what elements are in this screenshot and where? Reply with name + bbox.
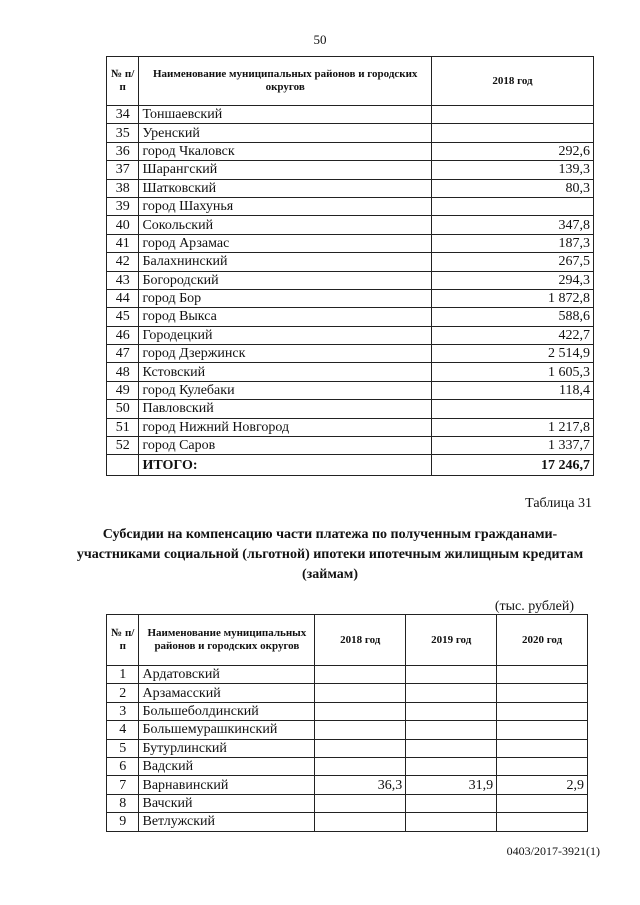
header-number: № п/п bbox=[107, 615, 139, 666]
value-2019 bbox=[406, 721, 497, 739]
row-number: 52 bbox=[107, 437, 139, 455]
value-2018: 422,7 bbox=[431, 326, 593, 344]
header-number: № п/п bbox=[107, 57, 139, 106]
value-2018 bbox=[431, 124, 593, 142]
municipality-name: Большемурашкинский bbox=[139, 721, 315, 739]
row-number: 38 bbox=[107, 179, 139, 197]
value-2018: 1 605,3 bbox=[431, 363, 593, 381]
municipality-name: Богородский bbox=[139, 271, 432, 289]
table-row bbox=[107, 197, 594, 215]
municipality-name: Шарангский bbox=[139, 161, 432, 179]
table-title: Субсидии на компенсацию части платежа по полученным гражданами-участниками социальной (льготной) ипотеки ипотечным жилищным кредитам (займам) bbox=[76, 527, 584, 582]
value-2020 bbox=[497, 721, 588, 739]
row-number: 40 bbox=[107, 216, 139, 234]
row-number: 8 bbox=[107, 794, 139, 812]
document-code: 0403/2017-3921(1) bbox=[506, 844, 600, 858]
row-number: 5 bbox=[107, 739, 139, 757]
page-number: 50 bbox=[313, 32, 327, 47]
table-row bbox=[107, 289, 594, 307]
table-row bbox=[107, 702, 588, 720]
table-row bbox=[107, 776, 588, 794]
row-number: 3 bbox=[107, 702, 139, 720]
row-number: 41 bbox=[107, 234, 139, 252]
municipality-name: Ардатовский bbox=[139, 666, 315, 684]
value-2018 bbox=[315, 739, 406, 757]
municipality-name: город Кулебаки bbox=[139, 381, 432, 399]
value-2018: 292,6 bbox=[431, 142, 593, 160]
value-2020 bbox=[497, 739, 588, 757]
municipality-name: Варнавинский bbox=[139, 776, 315, 794]
municipality-name: город Дзержинск bbox=[139, 345, 432, 363]
municipality-name: Бутурлинский bbox=[139, 739, 315, 757]
value-2020 bbox=[497, 794, 588, 812]
municipality-name: Павловский bbox=[139, 400, 432, 418]
municipality-name: Балахнинский bbox=[139, 253, 432, 271]
value-2018: 347,8 bbox=[431, 216, 593, 234]
municipality-name: город Саров bbox=[139, 437, 432, 455]
municipality-name: Городецкий bbox=[139, 326, 432, 344]
value-2018: 2 514,9 bbox=[431, 345, 593, 363]
municipality-name: город Выкса bbox=[139, 308, 432, 326]
header-year-2018: 2018 год bbox=[315, 615, 406, 666]
row-number: 44 bbox=[107, 289, 139, 307]
header-year-2018: 2018 год bbox=[431, 57, 593, 106]
table-row bbox=[107, 418, 594, 436]
row-number: 50 bbox=[107, 400, 139, 418]
municipality-name: Уренский bbox=[139, 124, 432, 142]
row-number: 6 bbox=[107, 757, 139, 775]
table-row bbox=[107, 179, 594, 197]
header-municipality: Наименование муниципальных районов и городских округов bbox=[139, 615, 315, 666]
header-year-2020: 2020 год bbox=[497, 615, 588, 666]
table-row bbox=[107, 124, 594, 142]
value-2018 bbox=[315, 813, 406, 831]
value-2018 bbox=[315, 757, 406, 775]
table-row bbox=[107, 813, 588, 831]
value-2020 bbox=[497, 666, 588, 684]
municipality-name: город Шахунья bbox=[139, 197, 432, 215]
header-year-2019: 2019 год bbox=[406, 615, 497, 666]
row-number: 35 bbox=[107, 124, 139, 142]
table-row bbox=[107, 106, 594, 124]
value-2019 bbox=[406, 757, 497, 775]
value-2019: 31,9 bbox=[406, 776, 497, 794]
table-row bbox=[107, 308, 594, 326]
value-2018 bbox=[315, 666, 406, 684]
municipality-name: Арзамасский bbox=[139, 684, 315, 702]
total-label: ИТОГО: bbox=[139, 455, 432, 476]
header-municipality: Наименование муниципальных районов и городских округов bbox=[139, 57, 432, 106]
value-2018 bbox=[315, 702, 406, 720]
subsidies-table-2018 bbox=[106, 56, 594, 476]
table-header-row bbox=[107, 615, 588, 666]
row-number: 36 bbox=[107, 142, 139, 160]
mortgage-subsidies-table bbox=[106, 614, 588, 832]
municipality-name: город Бор bbox=[139, 289, 432, 307]
total-value: 17 246,7 bbox=[431, 455, 593, 476]
value-2019 bbox=[406, 813, 497, 831]
municipality-name: Кстовский bbox=[139, 363, 432, 381]
value-2019 bbox=[406, 739, 497, 757]
value-2018 bbox=[315, 794, 406, 812]
row-number: 46 bbox=[107, 326, 139, 344]
table-row bbox=[107, 253, 594, 271]
table-row bbox=[107, 739, 588, 757]
value-2018: 1 217,8 bbox=[431, 418, 593, 436]
value-2019 bbox=[406, 666, 497, 684]
total-row bbox=[107, 455, 594, 476]
row-number: 2 bbox=[107, 684, 139, 702]
table-row bbox=[107, 326, 594, 344]
table-row bbox=[107, 381, 594, 399]
municipality-name: Вачский bbox=[139, 794, 315, 812]
municipality-name: Сокольский bbox=[139, 216, 432, 234]
municipality-name: город Арзамас bbox=[139, 234, 432, 252]
value-2018: 118,4 bbox=[431, 381, 593, 399]
row-number: 34 bbox=[107, 106, 139, 124]
value-2018: 267,5 bbox=[431, 253, 593, 271]
value-2018: 294,3 bbox=[431, 271, 593, 289]
table-row bbox=[107, 345, 594, 363]
value-2020 bbox=[497, 757, 588, 775]
row-number: 7 bbox=[107, 776, 139, 794]
table-row bbox=[107, 363, 594, 381]
municipality-name: Тоншаевский bbox=[139, 106, 432, 124]
row-number: 43 bbox=[107, 271, 139, 289]
value-2020 bbox=[497, 813, 588, 831]
row-number: 51 bbox=[107, 418, 139, 436]
value-2018 bbox=[431, 197, 593, 215]
value-2019 bbox=[406, 684, 497, 702]
row-number: 4 bbox=[107, 721, 139, 739]
table-body bbox=[107, 666, 588, 832]
table-row bbox=[107, 794, 588, 812]
value-2020: 2,9 bbox=[497, 776, 588, 794]
row-number: 37 bbox=[107, 161, 139, 179]
value-2019 bbox=[406, 702, 497, 720]
value-2018: 1 337,7 bbox=[431, 437, 593, 455]
table-row bbox=[107, 684, 588, 702]
municipality-name: город Чкаловск bbox=[139, 142, 432, 160]
municipality-name: Шатковский bbox=[139, 179, 432, 197]
table-row bbox=[107, 666, 588, 684]
row-number: 9 bbox=[107, 813, 139, 831]
municipality-name: Большеболдинский bbox=[139, 702, 315, 720]
value-2019 bbox=[406, 794, 497, 812]
table-row bbox=[107, 271, 594, 289]
value-2020 bbox=[497, 684, 588, 702]
table-row bbox=[107, 161, 594, 179]
table-body bbox=[107, 106, 594, 476]
table-row bbox=[107, 234, 594, 252]
value-2018 bbox=[431, 106, 593, 124]
table-row bbox=[107, 142, 594, 160]
value-2018: 139,3 bbox=[431, 161, 593, 179]
total-empty-cell bbox=[107, 455, 139, 476]
row-number: 49 bbox=[107, 381, 139, 399]
value-2018: 187,3 bbox=[431, 234, 593, 252]
table-row bbox=[107, 437, 594, 455]
table-row bbox=[107, 757, 588, 775]
row-number: 48 bbox=[107, 363, 139, 381]
row-number: 45 bbox=[107, 308, 139, 326]
value-2018 bbox=[315, 721, 406, 739]
municipality-name: город Нижний Новгород bbox=[139, 418, 432, 436]
row-number: 1 bbox=[107, 666, 139, 684]
value-2018 bbox=[431, 400, 593, 418]
row-number: 42 bbox=[107, 253, 139, 271]
value-2018 bbox=[315, 684, 406, 702]
value-2020 bbox=[497, 702, 588, 720]
value-2018: 588,6 bbox=[431, 308, 593, 326]
table-row bbox=[107, 721, 588, 739]
value-2018: 36,3 bbox=[315, 776, 406, 794]
table-caption: Таблица 31 bbox=[525, 496, 592, 511]
municipality-name: Вадский bbox=[139, 757, 315, 775]
table-row bbox=[107, 216, 594, 234]
table-row bbox=[107, 400, 594, 418]
row-number: 39 bbox=[107, 197, 139, 215]
value-2018: 80,3 bbox=[431, 179, 593, 197]
municipality-name: Ветлужский bbox=[139, 813, 315, 831]
units-label: (тыс. рублей) bbox=[494, 599, 574, 614]
value-2018: 1 872,8 bbox=[431, 289, 593, 307]
row-number: 47 bbox=[107, 345, 139, 363]
table-header-row bbox=[107, 57, 594, 106]
